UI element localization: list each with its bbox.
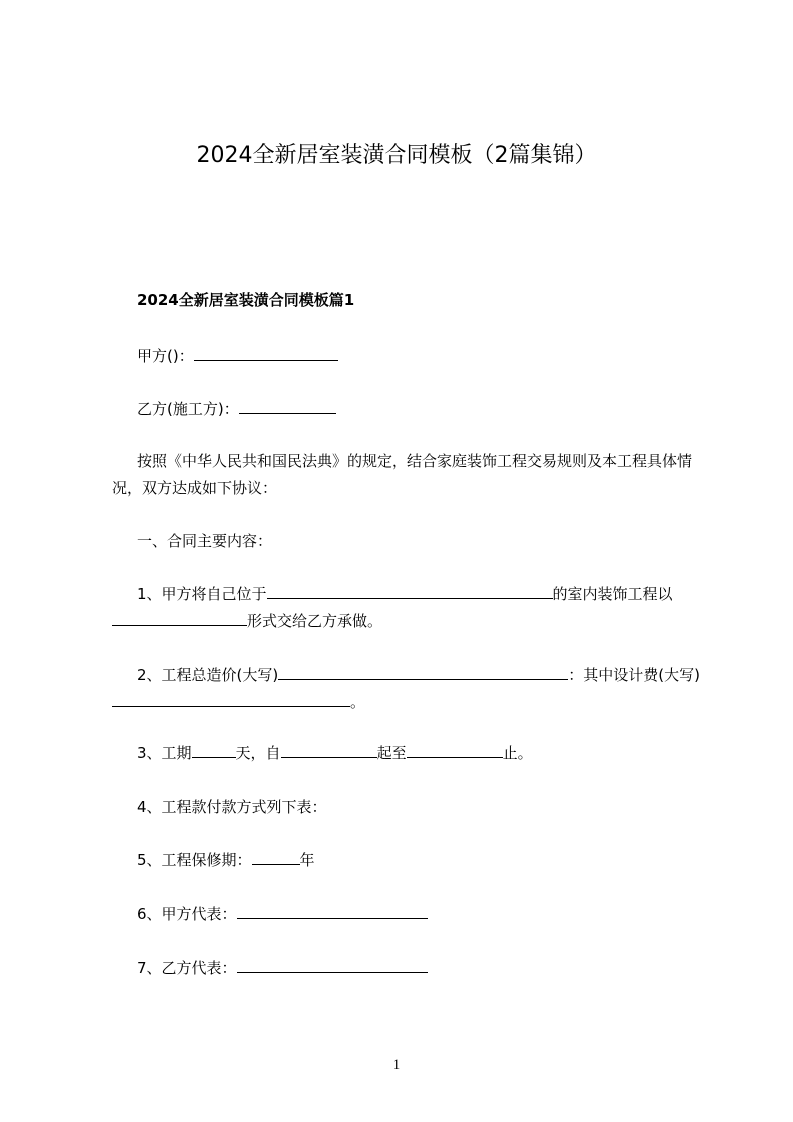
item-3-text-a: 3、工期 bbox=[137, 744, 192, 762]
item-2 bbox=[112, 662, 706, 716]
party-b-blank bbox=[239, 398, 336, 414]
party-a-representative-blank bbox=[237, 903, 428, 919]
item-3-text-c: 起至 bbox=[376, 744, 407, 762]
party-a-blank bbox=[194, 345, 338, 361]
page-number: 1 bbox=[392, 1057, 401, 1073]
item-6-label: 6、甲方代表： bbox=[137, 905, 237, 923]
item-1-location-blank bbox=[267, 583, 553, 599]
item-2-total-blank bbox=[278, 664, 568, 680]
party-b-representative-blank bbox=[237, 957, 428, 973]
item-2-design-fee-blank bbox=[112, 691, 350, 707]
party-b-line bbox=[137, 398, 336, 420]
item-2-text-c: 。 bbox=[350, 693, 366, 711]
heading-1: 一、合同主要内容： bbox=[137, 532, 273, 550]
item-7 bbox=[137, 957, 428, 979]
item-1-text-a: 1、甲方将自己位于 bbox=[137, 585, 267, 603]
item-3-days-blank bbox=[192, 742, 236, 758]
item-1 bbox=[112, 581, 706, 635]
item-5-years-blank bbox=[252, 849, 300, 865]
party-b-label: 乙方(施工方)： bbox=[137, 400, 239, 418]
item-1-text-c: 形式交给乙方承做。 bbox=[247, 612, 383, 630]
item-1-form-blank bbox=[112, 610, 247, 626]
item-6 bbox=[137, 903, 428, 925]
item-7-label: 7、乙方代表： bbox=[137, 959, 237, 977]
item-2-text-a: 2、工程总造价(大写) bbox=[137, 666, 279, 684]
intro-paragraph: 按照《中华人民共和国民法典》的规定，结合家庭装饰工程交易规则及本工程具体情况，双方达成如下协议： bbox=[112, 452, 693, 497]
section-title: 2024全新居室装潢合同模板篇1 bbox=[137, 291, 355, 309]
item-3-text-d: 止。 bbox=[502, 744, 533, 762]
item-5 bbox=[137, 849, 315, 871]
item-5-text-a: 5、工程保修期： bbox=[137, 851, 252, 869]
item-3-end-blank bbox=[407, 742, 503, 758]
document-title: 2024全新居室装潢合同模板（2篇集锦） bbox=[196, 143, 597, 168]
item-3 bbox=[137, 742, 533, 764]
party-a-label: 甲方()： bbox=[137, 347, 194, 365]
item-1-text-b: 的室内装饰工程以 bbox=[552, 585, 673, 603]
item-5-text-b: 年 bbox=[299, 851, 315, 869]
item-3-start-blank bbox=[281, 742, 377, 758]
item-2-text-b: ：其中设计费(大写) bbox=[568, 666, 700, 684]
item-3-text-b: 天，自 bbox=[235, 744, 281, 762]
item-4: 4、工程款付款方式列下表： bbox=[137, 798, 327, 816]
party-a-line bbox=[137, 345, 338, 367]
